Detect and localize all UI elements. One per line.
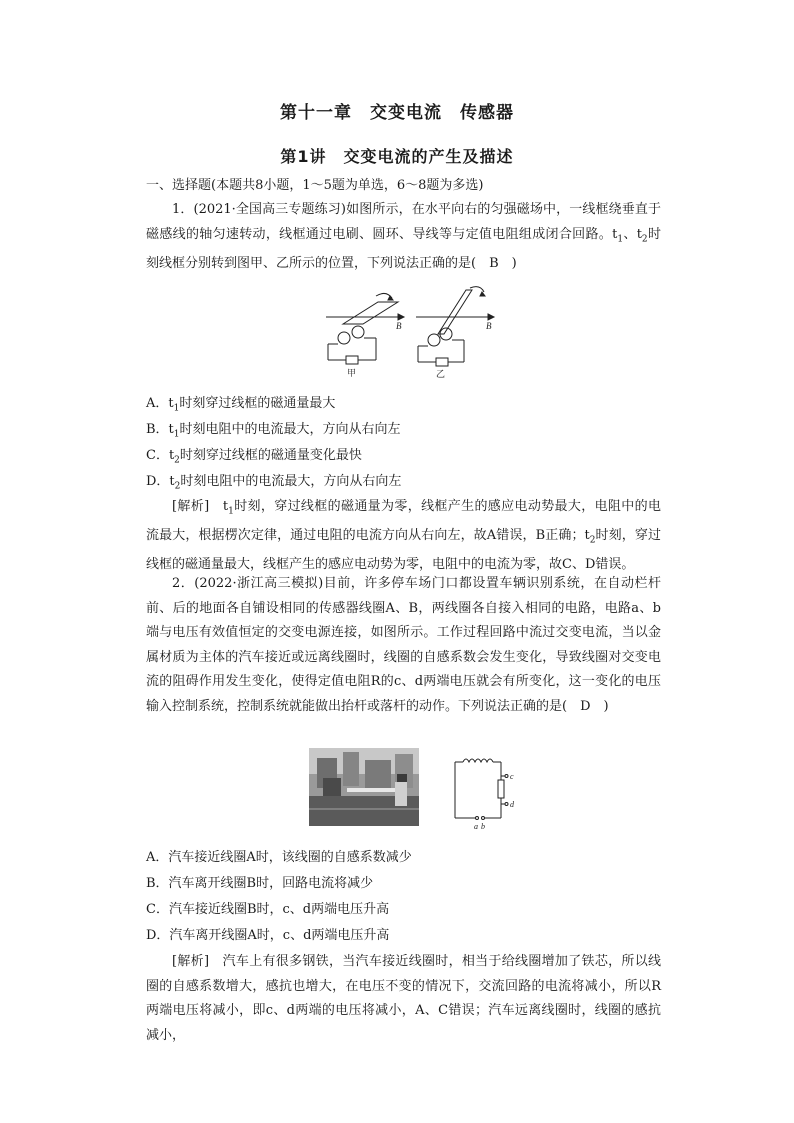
q2-analysis: [解析] 汽车上有很多钢铁，当汽车接近线圈时，相当于给线圈增加了铁芯，所以线圈的自感系数增大，感抗也增大，在电压不变的情况下，交流回路的电流将减小，所以R两端电压将减小，即c、d两端的电压将减小，A、C错误；汽车远离线圈时，线圈的感抗减小，	[146, 954, 661, 1043]
q1-option-b: B．$t_1$时刻电阻中的电流最大，方向从右向左	[146, 422, 401, 440]
q1-option-a: A．$t_1$时刻穿过线框的磁通量最大	[146, 396, 336, 414]
q1-option-c: C．$t_2$时刻穿过线框的磁通量变化最快	[146, 448, 362, 466]
q2-option-a: A．汽车接近线圈A时，该线圈的自感系数减少	[146, 850, 412, 865]
q2-label-c: c	[510, 772, 514, 781]
q1-analysis: [解析] $t_1$时刻，穿过线框的磁通量为零，线框产生的感应电动势最大，电阻中的电流最大，根据楞次定律，通过电阻的电流方向从右向左，故A错误，B正确；$t_2$时刻，穿过线框的磁通量最大，线框产生的感应电动势为零，电阻中的电流为零，故C、D错误。	[146, 499, 661, 573]
q2-label-d: d	[510, 800, 514, 809]
q1-option-d: D．$t_2$时刻电阻中的电流最大，方向从右向左	[146, 474, 402, 492]
q2-circuit	[447, 752, 519, 832]
q2-stem: 2．(2022·浙江高三模拟)目前，许多停车场门口都设置车辆识别系统，在自动栏杆前、后的地面各自铺设相同的传感器线圈A、B，两线圈各自接入相同的电路，电路a、b端与电压有效值恒定的交变电源连接，如图所示。工作过程回路中流过交变电流，当以金属材质为主体的汽车接近或远离线圈时，线圈的自感系数会发生变化，导致线圈对交变电流的阻碍作用发生变化，使得定值电阻R的c、d两端电压就会有所变化，这一变化的电压输入控制系统，控制系统就能做出抬杆或落杆的动作。下列说法正确的是( D )	[146, 576, 661, 714]
q2-label-a: a	[474, 822, 478, 831]
q1-fig-label-yi: 乙	[436, 370, 446, 378]
q2-photo	[309, 748, 419, 826]
q1-fig-label-jia: 甲	[347, 369, 357, 378]
q1-fig-b-label-yi: B	[486, 321, 492, 331]
q2-option-d: D．汽车离开线圈A时，c、d两端电压升高	[146, 928, 390, 943]
q1-fig-b-label-jia: B	[396, 321, 402, 331]
q1-stem: 1．(2021·全国高三专题练习)如图所示，在水平向右的匀强磁场中，一线框绕垂直于磁感线的轴匀速转动，线框通过电刷、圆环、导线等与定值电阻组成闭合回路。$t_1$、$t_2$时刻线框分别转到图甲、乙所示的位置，下列说法正确的是( B )	[146, 202, 661, 271]
q2-label-b: b	[481, 822, 485, 831]
q2-option-b: B．汽车离开线圈B时，回路电流将减少	[146, 876, 374, 891]
section-heading: 一、选择题(本题共8小题，1～5题为单选，6～8题为多选)	[146, 178, 484, 193]
q1-figure	[318, 282, 498, 378]
lesson-title: 第1讲 交变电流的产生及描述	[280, 147, 514, 166]
q2-option-c: C．汽车接近线圈B时，c、d两端电压升高	[146, 902, 390, 917]
chapter-title: 第十一章 交变电流 传感器	[280, 103, 514, 123]
